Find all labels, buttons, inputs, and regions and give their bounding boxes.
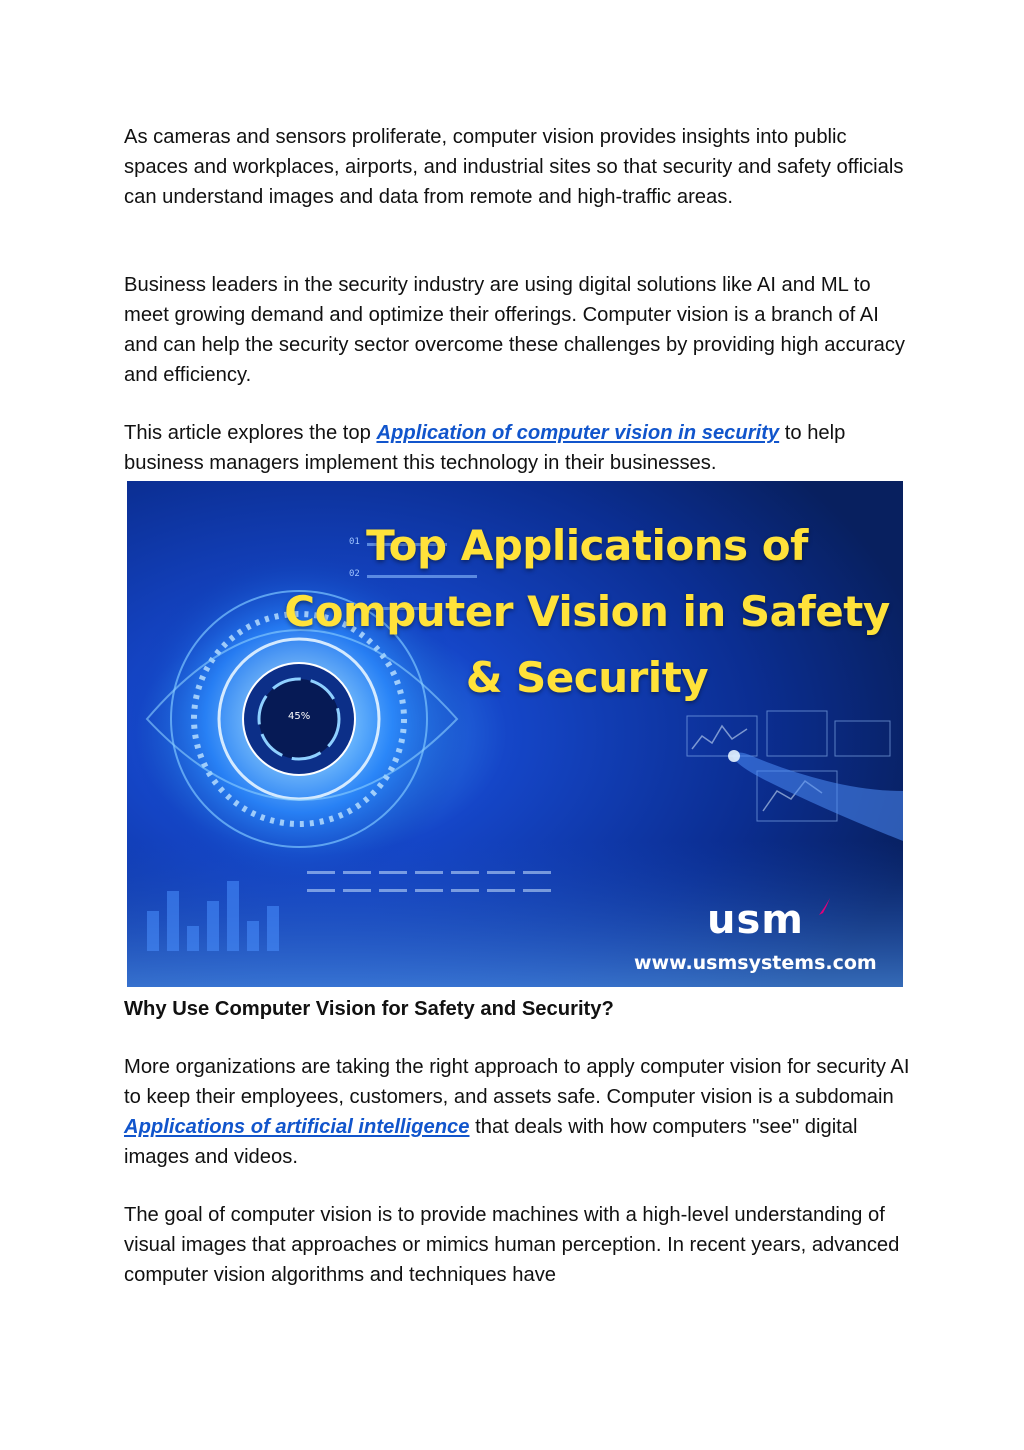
banner-image — [127, 481, 903, 987]
banner-title — [277, 513, 897, 711]
website-url: www.usmsystems.com — [634, 952, 877, 974]
section-heading: Why Use Computer Vision for Safety and Security? — [124, 998, 614, 1020]
paragraph-text: More organizations are taking the right approach to apply computer vision for security AI to keep their employees, customers, and assets safe. Computer vision is a subdomain — [124, 1056, 910, 1108]
hud-label-02: 02 — [349, 569, 360, 579]
paragraph-goal: The goal of computer vision is to provide machines with a high-level understanding of visual images that approaches or mimics human perception. In recent years, advanced computer vision algorithms and techniques have — [124, 1204, 900, 1286]
paragraph-intro: As cameras and sensors proliferate, computer vision provides insights into public spaces and workplaces, airports, and industrial sites so that security and safety officials can understand images and data from remote and high-traffic areas. — [124, 126, 904, 208]
paragraph-business-leaders: Business leaders in the security industry are using digital solutions like AI and ML to meet growing demand and optimize their offerings. Computer vision is a branch of AI and can help the security sector overcome these challenges by providing high accuracy and efficiency. — [124, 274, 906, 386]
hud-label-01: 01 — [349, 537, 360, 547]
paragraph-text: to help business managers implement this technology in their businesses. — [124, 422, 846, 474]
banner-title-line-3: & Security — [465, 653, 709, 702]
link-application-computer-vision-security[interactable]: Application of computer vision in security — [376, 422, 780, 444]
logo-swoosh-icon — [817, 897, 831, 917]
paragraph-text: This article explores the top — [124, 422, 377, 444]
paragraph-article-scope — [124, 418, 914, 478]
paragraph-text: that deals with how computers "see" digital images and videos. — [124, 1116, 858, 1168]
banner-title-line-1: Top Applications of — [366, 521, 808, 570]
banner-title-line-2: Computer Vision in Safety — [284, 587, 890, 636]
gauge-value: 45% — [288, 711, 311, 722]
paragraph-organizations — [124, 1052, 914, 1172]
link-applications-artificial-intelligence[interactable]: Applications of artificial intelligence — [124, 1116, 470, 1138]
usm-logo: usm — [707, 897, 804, 943]
